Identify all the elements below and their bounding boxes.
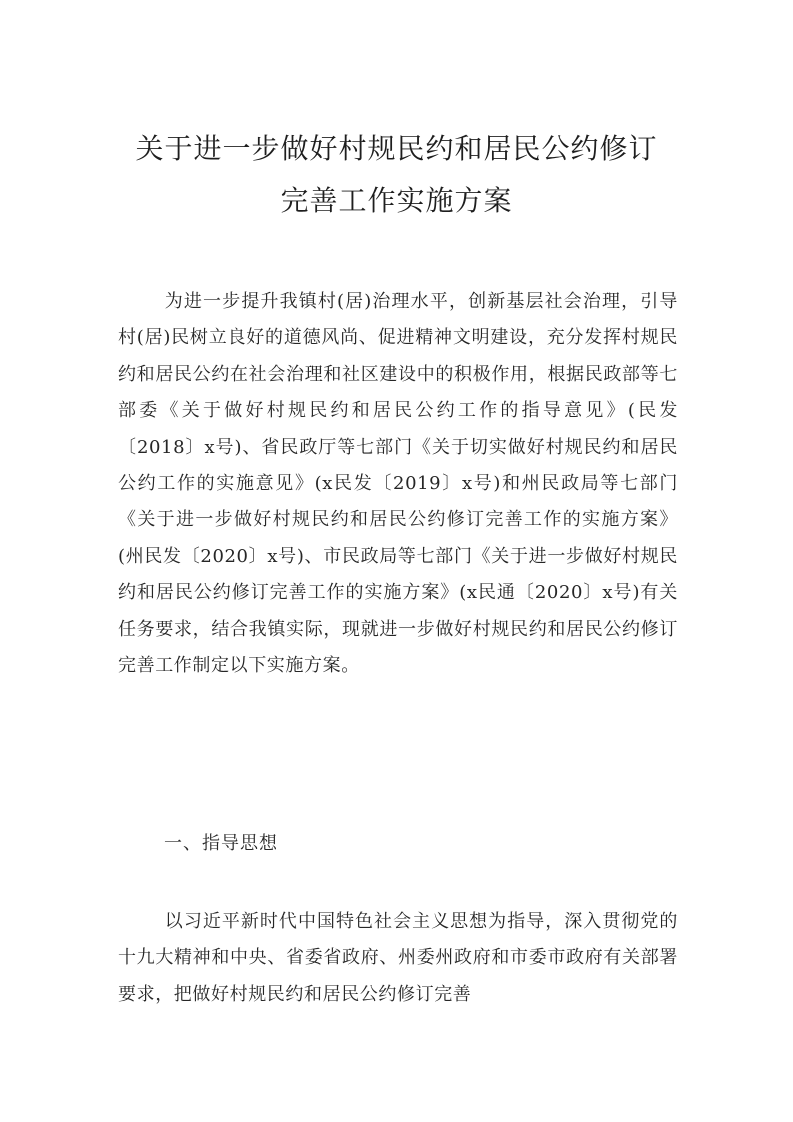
section-heading-guiding-ideology: 一、指导思想 — [164, 833, 278, 854]
paragraph-guiding-ideology: 以习近平新时代中国特色社会主义思想为指导，深入贯彻党的十九大精神和中央、省委省政府、州委州政府和市委市政府有关部署要求，把做好村规民约和居民公约修订完善 — [118, 911, 678, 1005]
title-line-2: 完善工作实施方案 — [280, 184, 513, 217]
title-line-1: 关于进一步做好村规民约和居民公约修订 — [135, 132, 658, 165]
document-title — [0, 123, 793, 227]
paragraph-intro: 为进一步提升我镇村(居)治理水平，创新基层社会治理，引导村(居)民树立良好的道德风尚、促进精神文明建设，充分发挥村规民约和居民公约在社会治理和社区建设中的积极作用，根据民政部等七部委《关于做好村规民约和居民公约工作的指导意见》(民发〔2018〕x号)、省民政厅等七部门《关于切实做好村规民约和居民公约工作的实施意见》(x民发〔2019〕x号)和州民政局等七部门《关于进一步做好村规民约和居民公约修订完善工作的实施方案》(州民发〔2020〕x号)、市民政局等七部门《关于进一步做好村规民约和居民公约修订完善工作的实施方案》(x民通〔2020〕x号)有关任务要求，结合我镇实际，现就进一步做好村规民约和居民公约修订完善工作制定以下实施方案。 — [118, 291, 678, 677]
